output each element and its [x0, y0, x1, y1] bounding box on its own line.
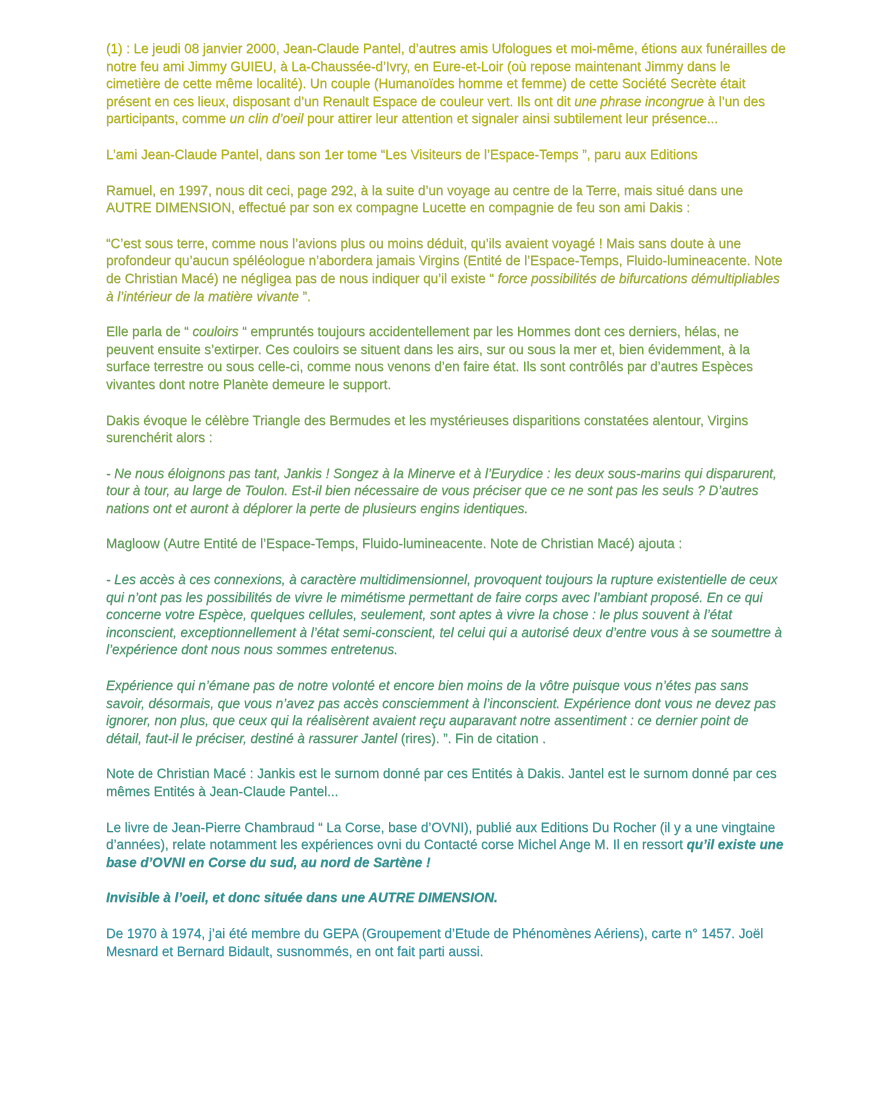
chambraud-text: Le livre de Jean-Pierre Chambraud “ La Corse, base d’OVNI), publié aux Editions Du Rocher (il y a une vingtaine d’années), relate notamment les expériences ovni du Contacté corse Michel Ange M. Il en ressort: [106, 819, 776, 853]
italic-wink: un clin d’oeil: [229, 111, 304, 127]
experience-italic: Expérience qui n’émane pas de notre volonté et encore bien moins de la vôtre puisque vous n’étes pas sans savoir, désormais, que vous n’avez pas accès consciemment à l’inconscient. Expérience dont vous ne devez pas ignorer, non plus, que ceux qui la réalisèrent avaient reçu auparavant notre assentiment : ce dernier point de détail, faut-il le préciser, destiné à rassurer Jantel: [106, 678, 776, 746]
paragraph-chambraud: [106, 819, 786, 872]
paragraph-ramuel: Ramuel, en 1997, nous dit ceci, page 292, à la suite d’un voyage au centre de la Terre, mais situé dans une AUTRE DIMENSION, effectué par son ex compagne Lucette en compagnie de feu son ami Dakis :: [106, 182, 743, 216]
paragraph-experience: [106, 677, 786, 747]
quote-end: ”.: [298, 288, 311, 304]
paragraph-virgins-speech: [106, 465, 786, 518]
footnote-text: (1) : Le jeudi 08 janvier 2000, Jean-Claude Pantel, d’autres amis Ufologues et moi-même, étions aux funérailles de notre feu ami Jimmy GUIEU, à La-Chaussée-d’Ivry, en Eure-et-Loir (où repose maintenant Jimmy dans le cimetière de cette même localité). Un couple (Humanoïdes homme et femme) de cette Société Secrète était présent en ces lieux, disposant d’un Renault Espace de couleur vert. Ils ont dit: [106, 41, 786, 109]
couloirs-text: Elle parla de “: [106, 324, 193, 340]
paragraph-gepa: De 1970 à 1974, j’ai été membre du GEPA (Groupement d’Etude de Phénomènes Aériens), carte n° 1457. Joël Mesnard et Bernard Bidault, susnommés, en ont fait parti aussi.: [106, 925, 764, 959]
paragraph-magloow: Magloow (Autre Entité de l’Espace-Temps, Fluido-lumineacente. Note de Christian Macé) ajouta :: [106, 536, 683, 552]
chambraud-bold-italic: qu’il existe une base d’OVNI en Corse du sud, au nord de Sartène !: [106, 837, 784, 870]
paragraph-dakis: Dakis évoque le célèbre Triangle des Bermudes et les mystérieuses disparitions constatées alentour, Virgins surenchérit alors :: [106, 412, 749, 446]
document-page: [106, 40, 786, 960]
italic-phrase: une phrase incongrue: [574, 93, 704, 109]
virgins-italic: - Ne nous éloignons pas tant, Jankis ! Songez à la Minerve et à l’Eurydice : les deux sous-marins qui disparurent, tour à tour, au large de Toulon. Est-il bien nécessaire de vous préciser que ce ne sont pas les seuls ? D’autres nations ont et auront à déplorer la perte de plusieurs engins identiques.: [106, 465, 777, 516]
quote-italic: force possibilités de bifurcations démultipliables à l’intérieur de la matière vivante: [106, 270, 780, 304]
footnote-text-2: à l’un des participants, comme: [106, 93, 765, 127]
invisible-bold-italic: Invisible à l’oeil, et donc située dans une AUTRE DIMENSION.: [106, 890, 498, 906]
couloirs-text-2: “ empruntés toujours accidentellement par les Hommes dont ces derniers, hélas, ne peuvent ensuite s’extirper. Ces couloirs se situent dans les airs, sur ou sous la mer et, bien évidemment, à la surface terrestre ou sous celle-ci, comme nous venons d’en faire état. Ils sont contrôlés par d’autres Espèces vivantes dont notre Planète demeure le support.: [106, 324, 753, 392]
experience-end: (rires). ”. Fin de citation .: [397, 730, 546, 746]
footnote-text-3: pour attirer leur attention et signaler ainsi subtilement leur présence...: [303, 111, 718, 127]
quote-text: “C’est sous terre, comme nous l’avions plus ou moins déduit, qu’ils avaient voyagé ! Mais sans doute à une profondeur qu’aucun spéléologue n’abordera jamais Virgins (Entité de l’Espace-Temps, Fluido-lumineacente. Note de Christian Macé) ne négligea pas de nous indiquer qu’il existe “: [106, 235, 783, 286]
paragraph-note-jankis: Note de Christian Macé : Jankis est le surnom donné par ces Entités à Dakis. Jantel est le surnom donné par ces mêmes Entités à Jean-Claude Pantel...: [106, 766, 777, 799]
magloow-italic: - Les accès à ces connexions, à caractère multidimensionnel, provoquent toujours la rupture existentielle de ceux qui n’ont pas les possibilités de vivre le mimétisme permettant de faire corps avec l’ambiant proposé. En ce qui concerne votre Espèce, quelques cellules, seulement, sont aptes à vivre la chose : le plus souvent à l’état inconscient, exceptionnellement à l’état semi-conscient, tel celui qui a autorisé deux d’entre vous à se soumettre à l’expérience dont nous nous sommes entretenus.: [106, 572, 782, 658]
paragraph-couloirs: [106, 323, 786, 393]
paragraph-pantel-intro: L’ami Jean-Claude Pantel, dans son 1er tome “Les Visiteurs de l’Espace-Temps ”, paru aux Editions: [106, 146, 698, 162]
paragraph-quote-start: [106, 235, 786, 305]
couloirs-italic: couloirs: [192, 324, 239, 340]
paragraph-invisible: [106, 889, 786, 907]
paragraph-magloow-speech: [106, 571, 786, 659]
footnote-paragraph: [106, 40, 786, 128]
